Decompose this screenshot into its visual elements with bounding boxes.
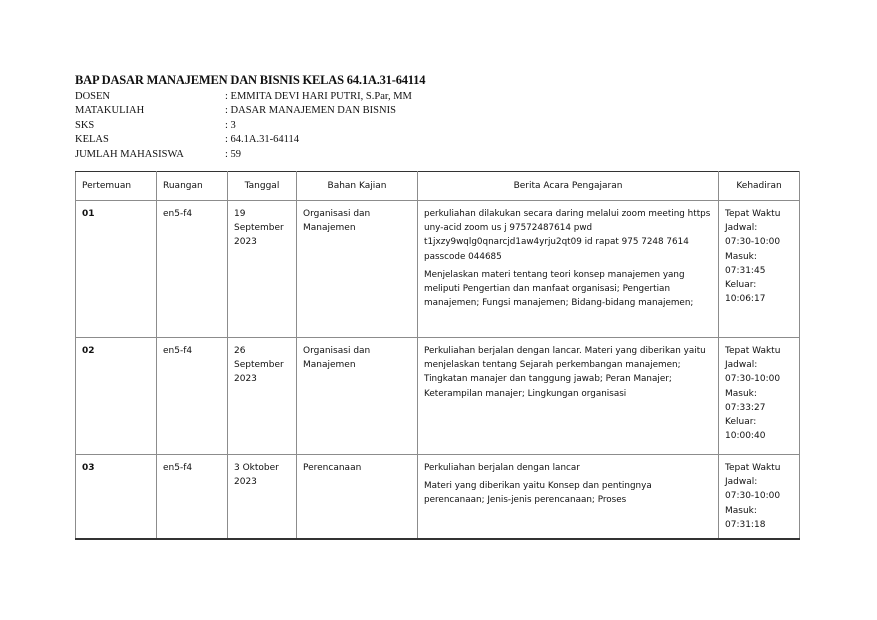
cell-bahan-kajian: Perencanaan bbox=[297, 455, 418, 540]
document-title: BAP DASAR MANAJEMEN DAN BISNIS KELAS 64.1A.31-64114 bbox=[75, 73, 426, 87]
kehadiran-status: Tepat Waktu bbox=[725, 209, 781, 219]
meta-row-dosen bbox=[75, 90, 455, 104]
table-row bbox=[76, 201, 800, 338]
meta-value: : 3 bbox=[225, 119, 236, 133]
kehadiran-masuk-label: Masuk: bbox=[725, 505, 757, 516]
cell-pertemuan: 03 bbox=[76, 455, 157, 540]
cell-tanggal: 3 Oktober 2023 bbox=[228, 455, 297, 540]
kehadiran-jadwal: 07:30-10:00 bbox=[725, 374, 781, 385]
kehadiran-masuk: 07:31:18 bbox=[725, 519, 766, 530]
table-row bbox=[76, 455, 800, 540]
cell-berita-acara bbox=[418, 455, 719, 540]
bap-table bbox=[75, 171, 800, 540]
kehadiran-status: Tepat Waktu bbox=[725, 463, 781, 473]
header-berita-acara: Berita Acara Pengajaran bbox=[418, 172, 719, 201]
meta-label: KELAS bbox=[75, 134, 109, 146]
berita-paragraph: perkuliahan dilakukan secara daring melalui zoom meeting https uny-acid zoom us j 97572487614 pwd t1jxzy9wqlg0qnarcjd1aw4yrju2qt09 id rapat 975 7248 7614 passcode 044685 bbox=[424, 209, 711, 262]
document-header bbox=[75, 73, 455, 162]
cell-kehadiran bbox=[719, 338, 800, 455]
table-row bbox=[76, 338, 800, 455]
kehadiran-status: Tepat Waktu bbox=[725, 346, 781, 356]
meta-row-sks bbox=[75, 119, 455, 133]
cell-ruangan: en5-f4 bbox=[157, 455, 228, 540]
header-bahan-kajian: Bahan Kajian bbox=[297, 172, 418, 201]
header-ruangan: Ruangan bbox=[157, 172, 228, 201]
berita-paragraph: Menjelaskan materi tentang teori konsep manajemen yang meliputi Pengertian dan manfaat organisasi; Pengertian manajemen; Fungsi manajemen; Bidang-bidang manajemen; bbox=[424, 269, 694, 309]
berita-paragraph: Materi yang diberikan yaitu Konsep dan pentingnya perencanaan; Jenis-jenis perencanaan; Proses bbox=[424, 481, 652, 506]
kehadiran-jadwal: 07:30-10:00 bbox=[725, 237, 781, 248]
meta-value: : 64.1A.31-64114 bbox=[225, 133, 299, 147]
cell-ruangan: en5-f4 bbox=[157, 338, 228, 455]
meta-row-matakuliah bbox=[75, 104, 455, 118]
meta-label: MATAKULIAH bbox=[75, 105, 145, 117]
berita-paragraph: Perkuliahan berjalan dengan lancar bbox=[424, 463, 580, 473]
kehadiran-masuk-label: Masuk: bbox=[725, 388, 757, 399]
meta-label: JUMLAH MAHASISWA bbox=[75, 148, 184, 160]
kehadiran-jadwal: 07:30-10:00 bbox=[725, 491, 781, 502]
kehadiran-jadwal-label: Jadwal: bbox=[725, 360, 758, 371]
meta-value: : DASAR MANAJEMEN DAN BISNIS bbox=[225, 104, 396, 118]
cell-tanggal: 26 September 2023 bbox=[228, 338, 297, 455]
cell-bahan-kajian: Organisasi dan Manajemen bbox=[297, 338, 418, 455]
cell-kehadiran bbox=[719, 201, 800, 338]
meta-label: DOSEN bbox=[75, 91, 111, 102]
meta-value: : 59 bbox=[225, 148, 241, 162]
cell-ruangan: en5-f4 bbox=[157, 201, 228, 338]
meta-row-kelas bbox=[75, 133, 455, 147]
kehadiran-jadwal-label: Jadwal: bbox=[725, 223, 758, 234]
header-pertemuan: Pertemuan bbox=[76, 172, 157, 201]
kehadiran-masuk: 07:33:27 bbox=[725, 402, 766, 413]
cell-kehadiran bbox=[719, 455, 800, 540]
kehadiran-keluar-label: Keluar: bbox=[725, 417, 757, 428]
cell-bahan-kajian: Organisasi dan Manajemen bbox=[297, 201, 418, 338]
cell-pertemuan: 01 bbox=[76, 201, 157, 338]
kehadiran-masuk-label: Masuk: bbox=[725, 251, 757, 262]
cell-tanggal: 19 September 2023 bbox=[228, 201, 297, 338]
kehadiran-keluar: 10:00:40 bbox=[725, 431, 766, 442]
cell-pertemuan: 02 bbox=[76, 338, 157, 455]
kehadiran-masuk: 07:31:45 bbox=[725, 265, 766, 276]
meta-label: SKS bbox=[75, 119, 95, 131]
header-kehadiran: Kehadiran bbox=[719, 172, 800, 201]
kehadiran-keluar-label: Keluar: bbox=[725, 280, 757, 291]
meta-value: : EMMITA DEVI HARI PUTRI, S.Par, MM bbox=[225, 90, 412, 104]
kehadiran-jadwal-label: Jadwal: bbox=[725, 477, 758, 488]
header-tanggal: Tanggal bbox=[228, 172, 297, 201]
meta-row-jumlah-mahasiswa bbox=[75, 148, 455, 162]
kehadiran-keluar: 10:06:17 bbox=[725, 294, 766, 305]
berita-paragraph: Perkuliahan berjalan dengan lancar. Materi yang diberikan yaitu menjelaskan tentang Sejarah perkembangan manajemen; Tingkatan manajer dan tanggung jawab; Peran Manajer; Keterampilan manajer; Lingkungan organisasi bbox=[424, 346, 706, 399]
cell-berita-acara bbox=[418, 338, 719, 455]
table-header-row bbox=[76, 172, 800, 201]
cell-berita-acara bbox=[418, 201, 719, 338]
